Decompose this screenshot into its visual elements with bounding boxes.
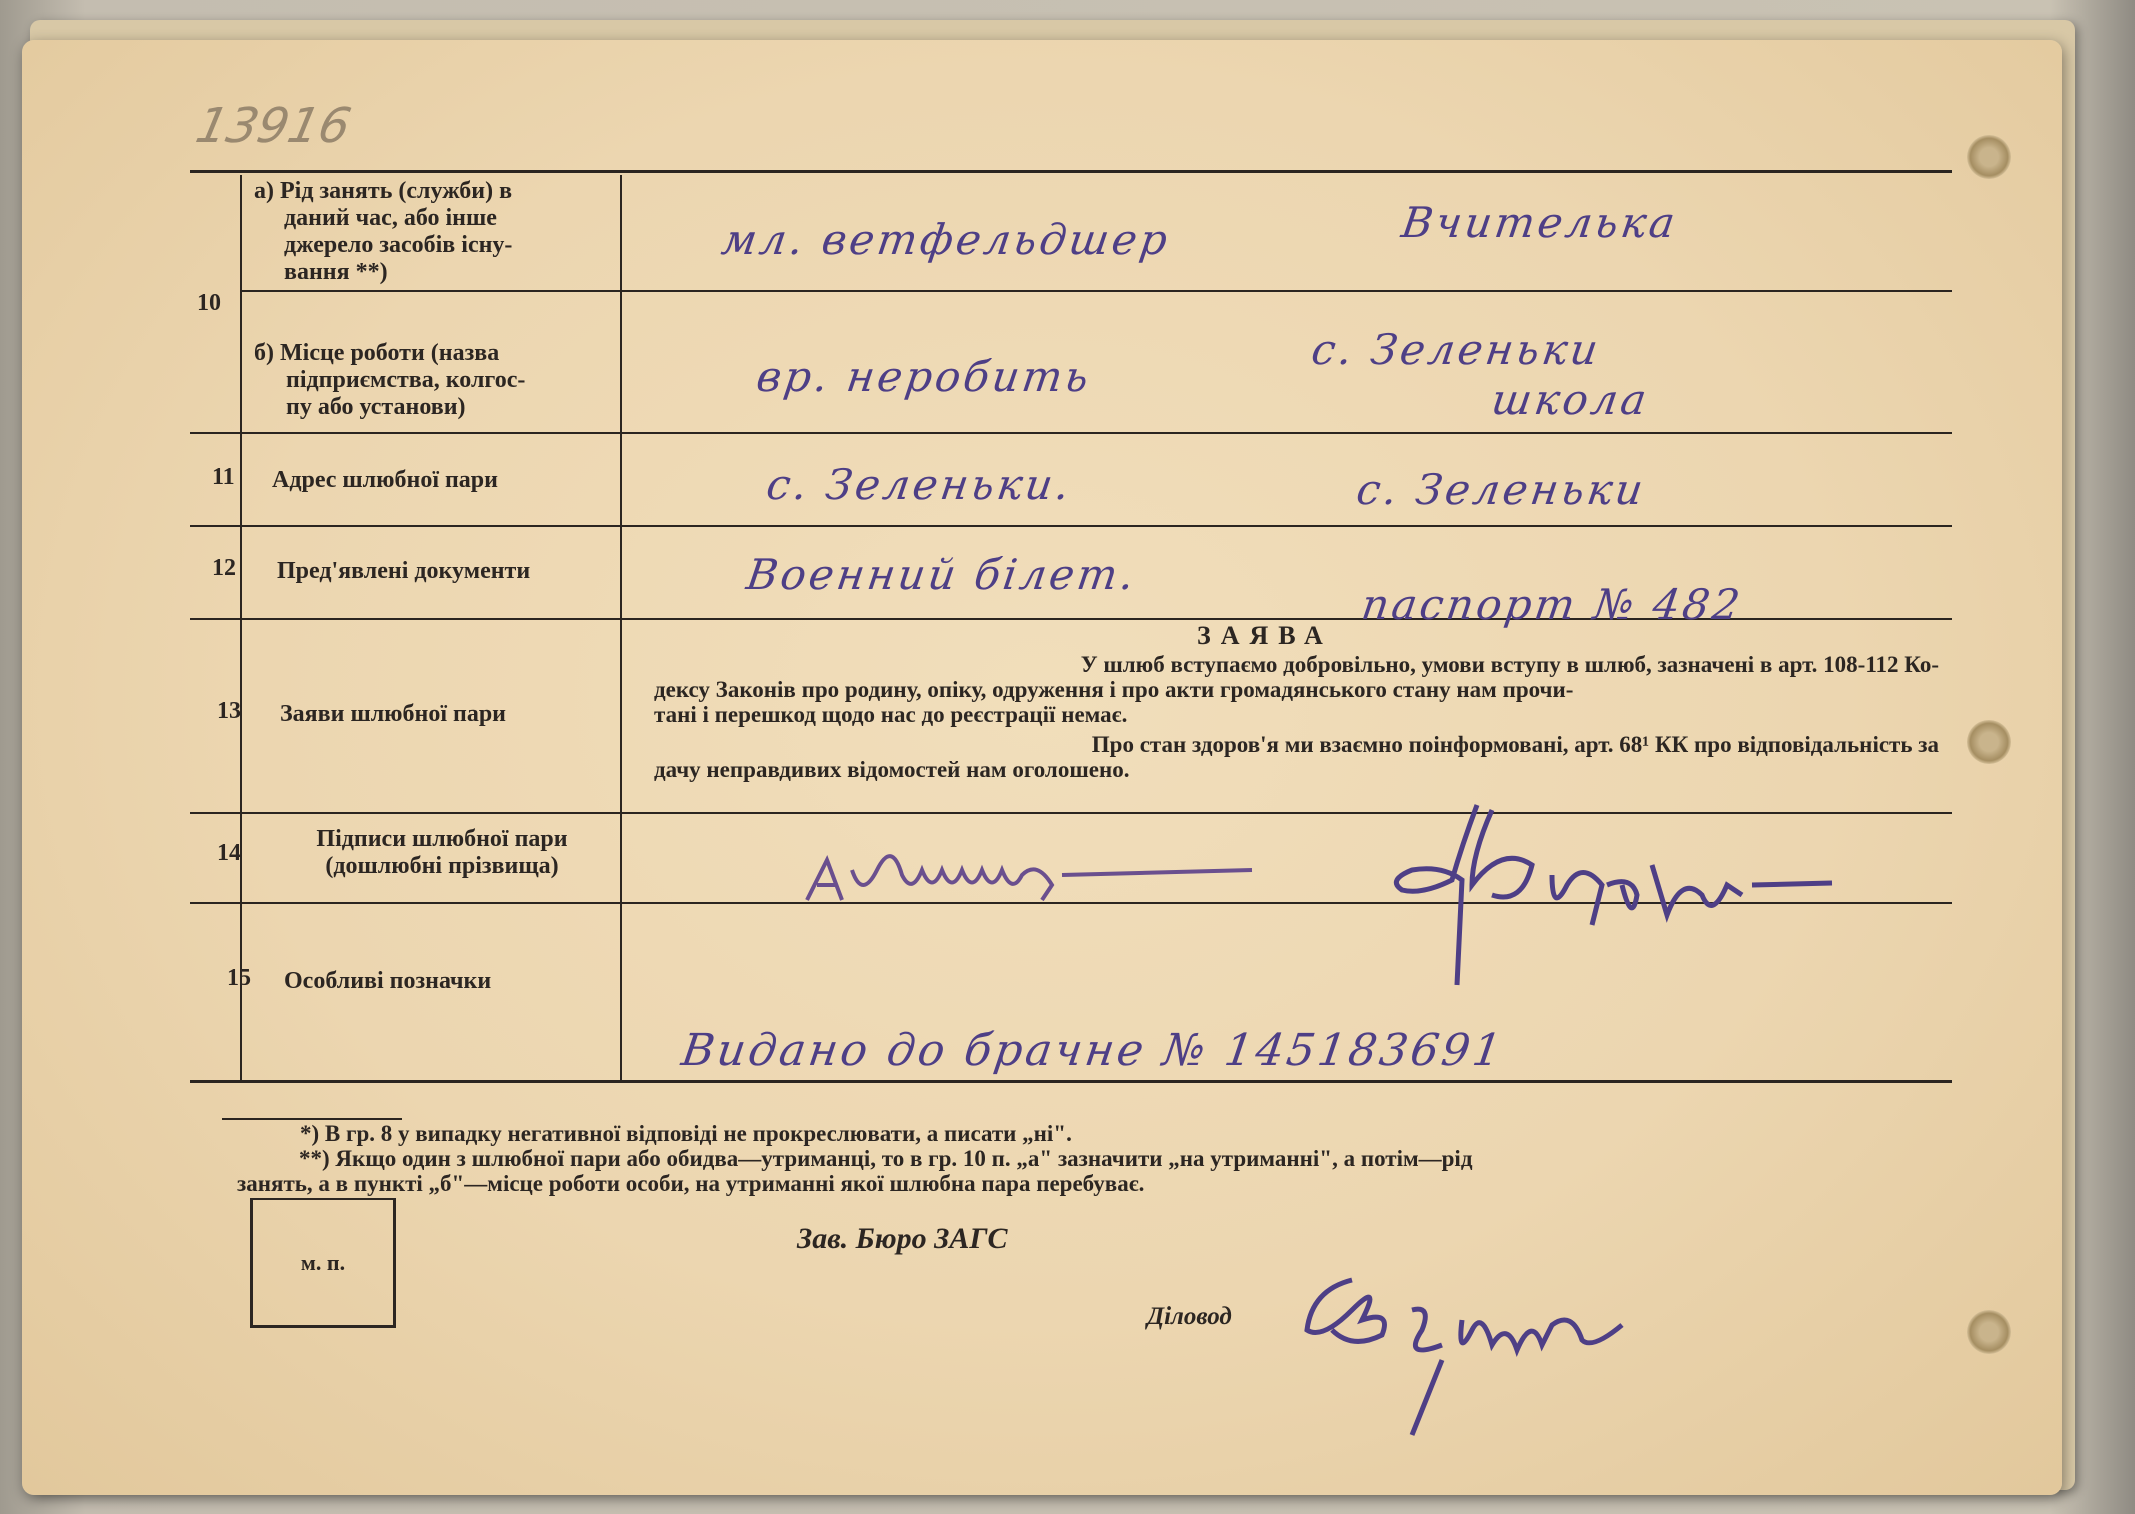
binding-hole-top [1967,135,2011,179]
statement-paragraph-2: Про стан здоров'я ми взаємно поінформовані, арт. 68¹ КК про відповідальність за дачу неправдивих відомостей нам оголошено. [654,732,1939,782]
statement-title: ЗАЯВА [1197,621,1333,650]
row-number-10: 10 [197,290,221,316]
row-divider-10a [240,290,1952,292]
address-groom: с. Зеленьки. [763,460,1076,509]
binding-hole-mid [1967,720,2011,764]
row-divider-10 [190,432,1952,434]
label-column-left-rule [240,175,242,1080]
statement-paragraph-1: У шлюб вступаємо добровільно, умови вступу в шлюб, зазначені в арт. 108-112 Ко- дексу Законів про родину, опіку, одруження і про акти громадянського стану нам прочи- тані і перешкод щодо нас до реєстрації немає. [654,652,1939,727]
row-label-10a: а) Рід занять (служби) в даний час, або інше джерело засобів існу- вання **) [254,178,513,285]
row-label-12: Пред'явлені документи [277,558,531,584]
row-number-15: 15 [227,965,251,991]
workplace-groom: вр. неробить [753,352,1095,401]
occupation-bride: Вчителька [1398,198,1681,247]
catalog-number: 13916 [191,98,356,154]
signature-bride [1382,785,1862,995]
row-divider-11 [190,525,1952,527]
binding-hole-bottom [1967,1310,2011,1354]
document-page [22,40,2062,1495]
row-number-12: 12 [212,555,236,581]
row-number-13: 13 [217,698,241,724]
address-bride: с. Зеленьки [1353,465,1649,514]
table-bottom-rule [190,1080,1952,1083]
occupation-groom: мл. ветфельдшер [718,215,1174,264]
row-label-11: Адрес шлюбної пари [272,467,498,493]
documents-bride: паспорт № 482 [1358,580,1746,629]
clerk-signature [1292,1250,1652,1450]
signature-groom [802,840,1262,920]
seal-placeholder: м. п. [250,1198,396,1328]
documents-groom: Военний білет. [743,550,1141,599]
row-label-15: Особливі позначки [284,968,492,994]
workplace-bride-line1: с. Зеленьки [1308,325,1604,374]
row-label-10b: б) Місце роботи (назва підприємства, колгос- пу або установи) [254,340,526,420]
row-number-14: 14 [217,840,241,866]
row-label-14: Підписи шлюбної пари (дошлюбні прізвища) [316,826,568,879]
row-number-11: 11 [212,464,235,490]
footnote-1: *) В гр. 8 у випадку негативної відповіді не прокреслювати, а писати „ні". [300,1121,1072,1146]
footnote-2: **) Якщо один з шлюбної пари або обидва—утриманці, то в гр. 10 п. „а" зазначити „на утриманні", а потім—рід занять, а в пункті „б"—місце роботи особи, на утриманні якої шлюбна пара перебуває. [237,1146,1473,1196]
clerk-label: Діловод [1147,1303,1232,1330]
registry-head-label: Зав. Бюро ЗАГС [797,1222,1008,1255]
label-column-right-rule [620,175,622,1080]
workplace-bride-line2: школа [1488,375,1653,424]
row-label-13: Заяви шлюбної пари [280,701,507,727]
table-top-rule [190,170,1952,173]
special-note: Видано до брачне № 145183691 [678,1025,1508,1076]
